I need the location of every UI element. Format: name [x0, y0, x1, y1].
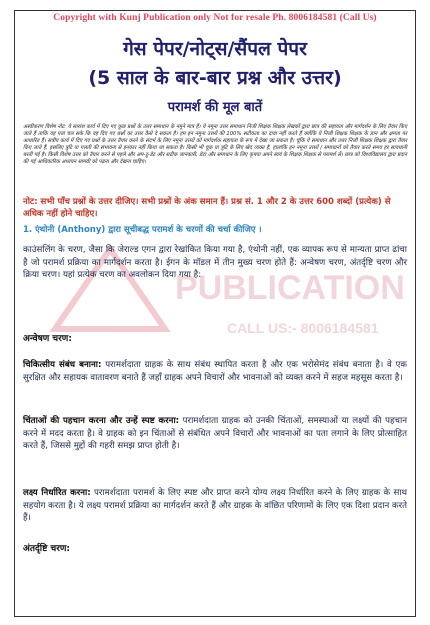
paragraph-body: परामर्शदाता परामर्श के लिए स्पष्ट और प्राप्त करने योग्य लक्ष्य निर्धारित करने के लिए ग्राहक के साथ सहयोग करता है। ये लक्ष्य परामर्श प्रक्रिया का मार्गदर्शन करते हैं और ग्राहक के वांछित परिणामों के लिए एक दिशा प्रदान करते हैं। — [23, 488, 407, 523]
paragraph-lead: लक्ष्य निर्धारित करना: — [23, 488, 91, 498]
paragraph-body: परामर्शदाता ग्राहक को उनकी चिंताओं, समस्याओं या लक्ष्यों की पहचान करने में मदद करता है। वे ग्राहक को इन चिंताओं से संबंधित अपने विचारों और भावनाओं का पता लगाने के लिए प्रोत्साहित करते हैं, जिससे मुद्दों की गहरी समझ प्राप्त होती है। — [23, 416, 407, 451]
section-heading-insight: अंतर्दृष्टि चरण: — [23, 544, 71, 554]
copyright-banner: Copyright with Kunj Publication only Not for resale Ph. 8006184581 (Call Us) — [53, 13, 377, 23]
paragraph-body: परामर्शदाता ग्राहक के साथ संबंध स्थापित करता है और एक भरोसेमंद संबंध बनाता है। वे एक सुरक्षित और सहायक वातावरण बनाते हैं जहाँ ग्राहक अपने विचारों और भावनाओं को व्यक्त करने में सहज महसूस करता है। — [23, 360, 407, 383]
paragraph-lead: चिकित्सीय संबंध बनाना: — [23, 360, 102, 370]
disclaimer-text: अस्वीकरण विशेष नोट: ये सारांश कार्य में दिए गए कुछ प्रश्नों के उत्तर समाधान के नमूने मात्र हैं। ये नमूना उत्तर समाधान निजी शिक्षक शिक्षक लेखकों द्वारा छात्र की सहायता और मार्गदर्शन के लिए तैयार किए जाते हैं ताकि यह पता चल सके कि वह दिए गए प्रश्नों का उत्तर कैसे दे सकता है। हम इन नमूना उत्तरों की 100% सटीकता का दावा नहीं करते हैं क्योंकि ये निजी शिक्षक शिक्षक के ज्ञान और क्षमता पर आधारित हैं। सत्रीय कार्य में दिए गए प्रश्नों के उत्तर तैयार करने के संदर्भ के लिए नमूना उत्तरों को मार्गदर्शक सहायता के रूप में देखा जा सकता है। चूंकि ये समाधान और उत्तर निजी शिक्षक शिक्षक द्वारा तैयार किए जाते हैं, इसलिए त्रुटि या गलती की संभावना से इनकार नहीं किया जा सकता है। किसी भी चूक या त्रुटि के लिए खेद व्यक्त है, हालांकि इन नमूना उत्तरों / समाधानों को तैयार करते समय हर सावधानी बरती गई है। किसी विशेष उत्तर को तैयार करने से पहले और अप-टू-डेट और सटीक जानकारी, डेटा और समाधान के लिए कृपया अपने स्वयं के शिक्षक शिक्षक से परामर्श लें। छात्र को विश्वविद्यालय द्वारा प्रदान की गई आधिकारिक अध्ययन सामग्री को पढ़ना और देखना चाहिए। — [23, 124, 407, 165]
answer-paragraph-intro: काउंसलिंग के चरण, जैसा कि जेराल्ड एगन द्वारा रेखांकित किया गया है, एंथोनी नहीं, एक व्यापक रूप से मान्यता प्राप्त ढांचा है जो परामर्श प्रक्रिया का मार्गदर्शन करता है। ईगन के मॉडल में तीन मुख्य चरण होते हैं: अन्वेषण चरण, अंतर्दृष्टि चरण और क्रिया चरण। यहां प्रत्येक चरण का अवलोकन दिया गया है: — [23, 245, 407, 280]
page-title-line2: (5 साल के बार-बार प्रश्न और उत्तर) — [88, 67, 342, 89]
page-subtitle: परामर्श की मूल बातें — [167, 100, 263, 115]
answer-paragraph-relationship — [23, 359, 407, 384]
watermark-brand: PUBLICATION — [175, 269, 405, 307]
paragraph-lead: चिंताओं की पहचान करना और उन्हें स्पष्ट करना: — [23, 416, 180, 426]
section-heading-exploration: अन्वेषण चरण: — [23, 334, 72, 344]
question-1: 1. एंथोनी (Anthony) द्वारा सूचीबद्ध परामर्श के चरणों की चर्चा कीजिए । — [23, 225, 262, 235]
answer-paragraph-concerns — [23, 415, 407, 453]
instructions-note: नोट: सभी पाँच प्रश्नों के उत्तर दीजिए। सभी प्रश्नों के अंक समान हैं। प्रश्न सं. 1 और 2 के उत्तर 600 शब्दों (प्रत्येक) से अधिक नहीं होने चाहिए। — [23, 197, 391, 219]
watermark-call: CALL US:- 8006184581 — [227, 320, 379, 336]
document-page — [14, 10, 416, 617]
answer-paragraph-goals — [23, 487, 407, 525]
page-title: गेस पेपर/नोट्स/सैंपल पेपर — [123, 38, 307, 60]
